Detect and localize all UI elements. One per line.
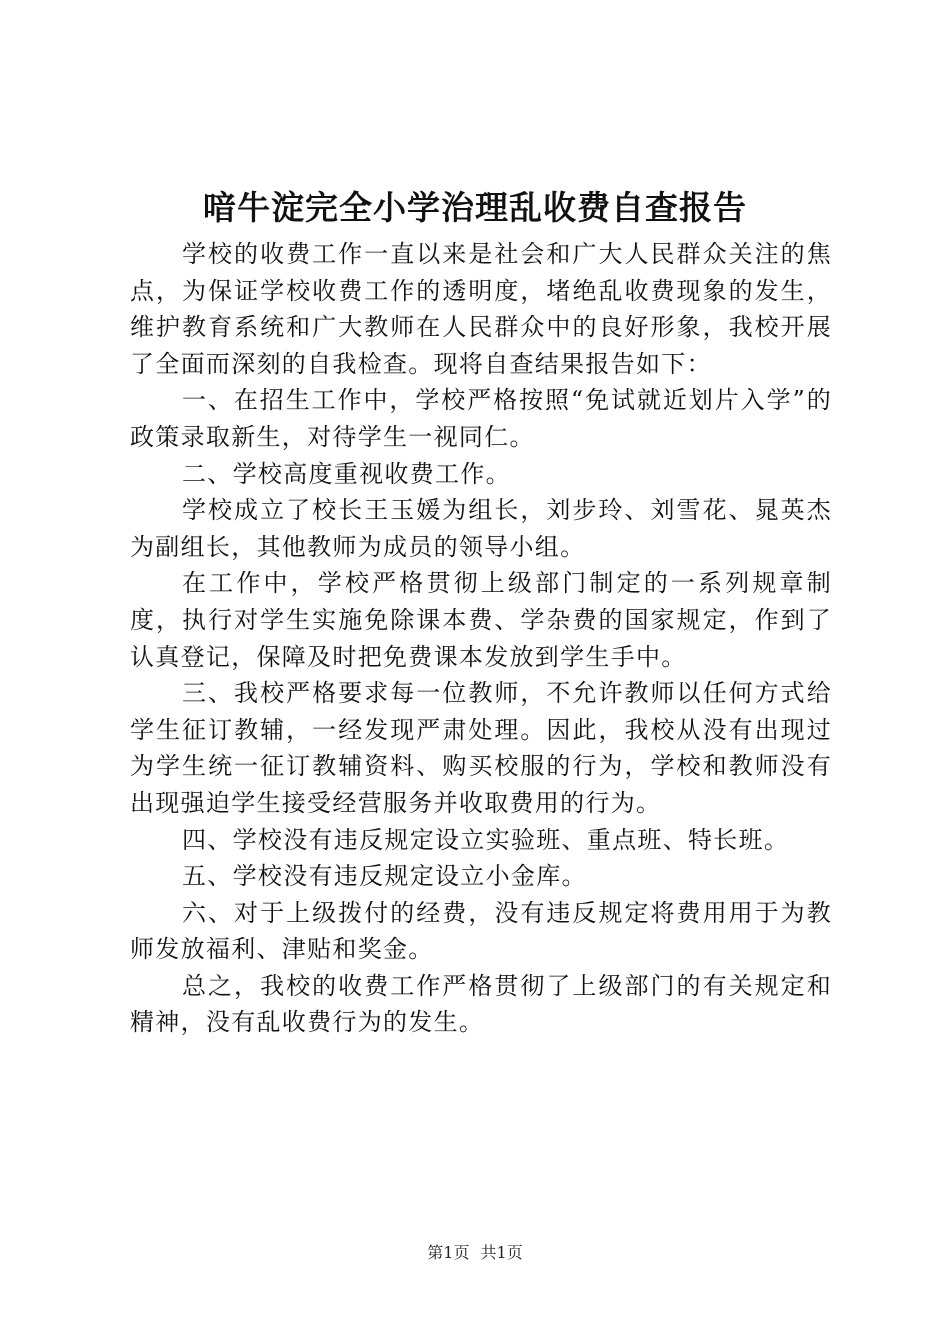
paragraph-leadership-group: 学校成立了校长王玉媛为组长，刘步玲、刘雪花、晁英杰为副组长，其他教师为成员的领导小组。 [130, 496, 832, 561]
paragraph-item-5: 五、学校没有违反规定设立小金库。 [182, 862, 587, 891]
paragraph-item-6: 六、对于上级拨付的经费，没有违反规定将费用用于为教师发放福利、津贴和奖金。 [130, 898, 832, 964]
paragraph-item-2: 二、学校高度重视收费工作。 [182, 459, 511, 488]
document-title: 喑牛淀完全小学治理乱收费自查报告 [203, 188, 747, 227]
paragraph-conclusion: 总之，我校的收费工作严格贯彻了上级部门的有关规定和精神，没有乱收费行为的发生。 [130, 971, 832, 1037]
page-total: 共1页 [480, 1243, 523, 1262]
page-number: 第1页 [427, 1243, 470, 1262]
paragraph-item-4: 四、学校没有违反规定设立实验班、重点班、特长班。 [182, 825, 790, 854]
paragraph-intro: 学校的收费工作一直以来是社会和广大人民群众关注的焦点，为保证学校收费工作的透明度，堵绝乱收费现象的发生，维护教育系统和广大教师在人民群众中的良好形象，我校开展了全面而深刻的自我检查。现将自查结果报告如下： [130, 240, 832, 378]
document-body [130, 236, 832, 1041]
paragraph-item-1: 一、在招生工作中，学校严格按照“免试就近划片入学”的政策录取新生，对待学生一视同仁。 [130, 386, 832, 451]
paragraph-work-rules: 在工作中，学校严格贯彻上级部门制定的一系列规章制度，执行对学生实施免除课本费、学杂费的国家规定，作到了认真登记，保障及时把免费课本发放到学生手中。 [130, 569, 832, 671]
page-footer [0, 1242, 950, 1264]
paragraph-item-3: 三、我校严格要求每一位教师，不允许教师以任何方式给学生征订教辅，一经发现严肃处理。因此，我校从没有出现过为学生统一征订教辅资料、购买校服的行为，学校和教师没有出现强迫学生接受经营服务并收取费用的行为。 [130, 679, 832, 817]
